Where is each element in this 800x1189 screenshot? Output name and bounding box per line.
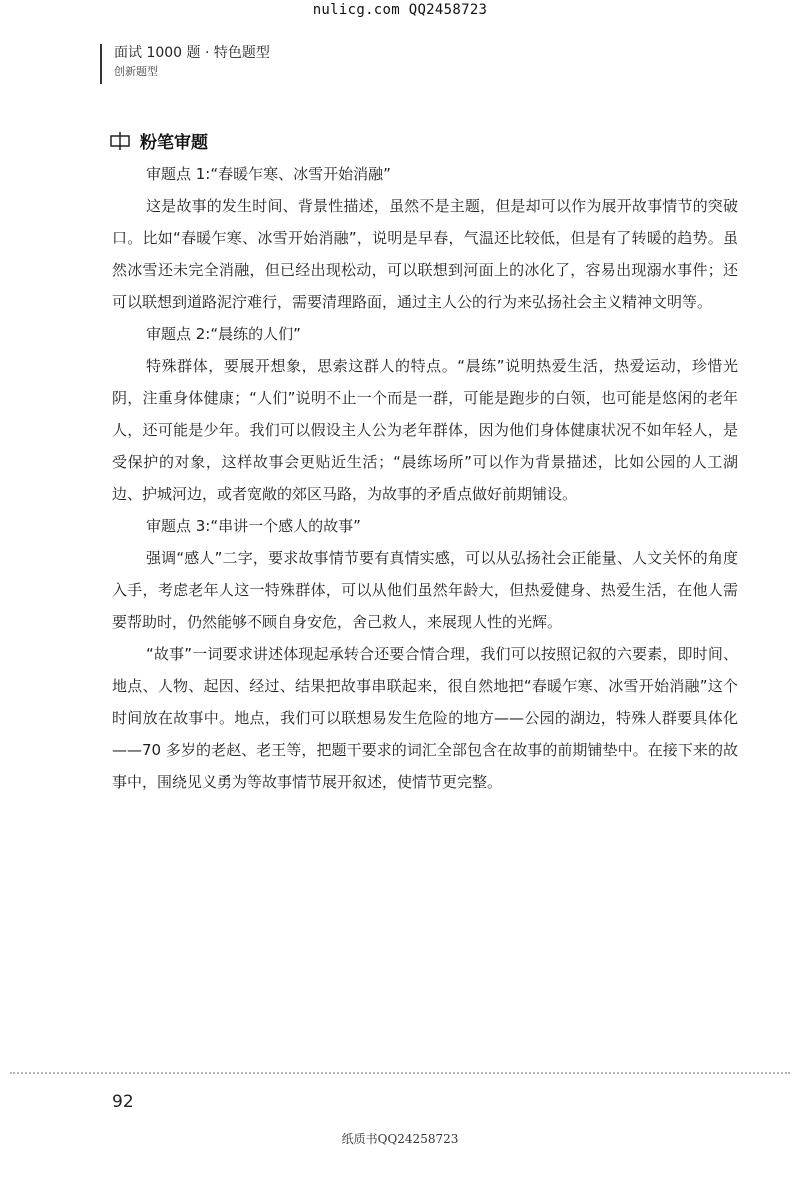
review-point-2: 审题点 2:“晨练的人们”	[146, 325, 301, 343]
page-number: 92	[112, 1092, 134, 1112]
section-heading	[110, 128, 208, 153]
top-watermark: nulicg.com QQ2458723	[312, 2, 488, 18]
paragraph: 强调“感人”二字，要求故事情节要有真情实感，可以从弘扬社会正能量、人文关怀的角度入手，考虑老年人这一特殊群体，可以从他们虽然年龄大，但热爱健身、热爱生活，在他人需要帮助时，仍然能够不顾自身安危，舍己救人，来展现人性的光辉。	[112, 549, 738, 631]
paragraph: “故事”一词要求讲述体现起承转合还要合情合理，我们可以按照记叙的六要素，即时间、地点、人物、起因、经过、结果把故事串联起来，很自然地把“春暖乍寒、冰雪开始消融”这个时间放在故事中。地点，我们可以联想易发生危险的地方——公园的湖边，特殊人群要具体化——70 多岁的老赵、老王等，把题干要求的词汇全部包含在故事的前期铺垫中。在接下来的故事中，围绕见义勇为等故事情节展开叙述，使情节更完整。	[112, 645, 738, 791]
section-heading-text: 粉笔审题	[140, 133, 208, 153]
footer-divider	[10, 1072, 790, 1074]
section-label: 创新题型	[114, 65, 158, 78]
paragraph: 特殊群体，要展开想象，思索这群人的特点。“晨练”说明热爱生活，热爱运动，珍惜光阴，注重身体健康；“人们”说明不止一个而是一群，可能是跑步的白领，也可能是悠闲的老年人，还可能是少年。我们可以假设主人公为老年群体，因为他们身体健康状况不如年轻人，是受保护的对象，这样故事会更贴近生活；“晨练场所”可以作为背景描述，比如公园的人工湖边、护城河边，或者宽敞的郊区马路，为故事的矛盾点做好前期铺设。	[112, 357, 738, 503]
review-point-3: 审题点 3:“串讲一个感人的故事”	[146, 517, 361, 535]
paragraph: 这是故事的发生时间、背景性描述，虽然不是主题，但是却可以作为展开故事情节的突破口。比如“春暖乍寒、冰雪开始消融”，说明是早春，气温还比较低，但是有了转暖的趋势。虽然冰雪还未完全消融，但已经出现松动，可以联想到河面上的冰化了，容易出现溺水事件；还可以联想到道路泥泞难行，需要清理路面，通过主人公的行为来弘扬社会主义精神文明等。	[112, 197, 738, 311]
bottom-watermark: 纸质书QQ24258723	[341, 1132, 459, 1146]
body-content	[112, 158, 738, 798]
chalk-block-icon	[110, 131, 130, 151]
running-header	[100, 44, 270, 84]
review-point-1: 审题点 1:“春暖乍寒、冰雪开始消融”	[146, 165, 391, 183]
book-title: 面试 1000 题 · 特色题型	[114, 45, 270, 61]
